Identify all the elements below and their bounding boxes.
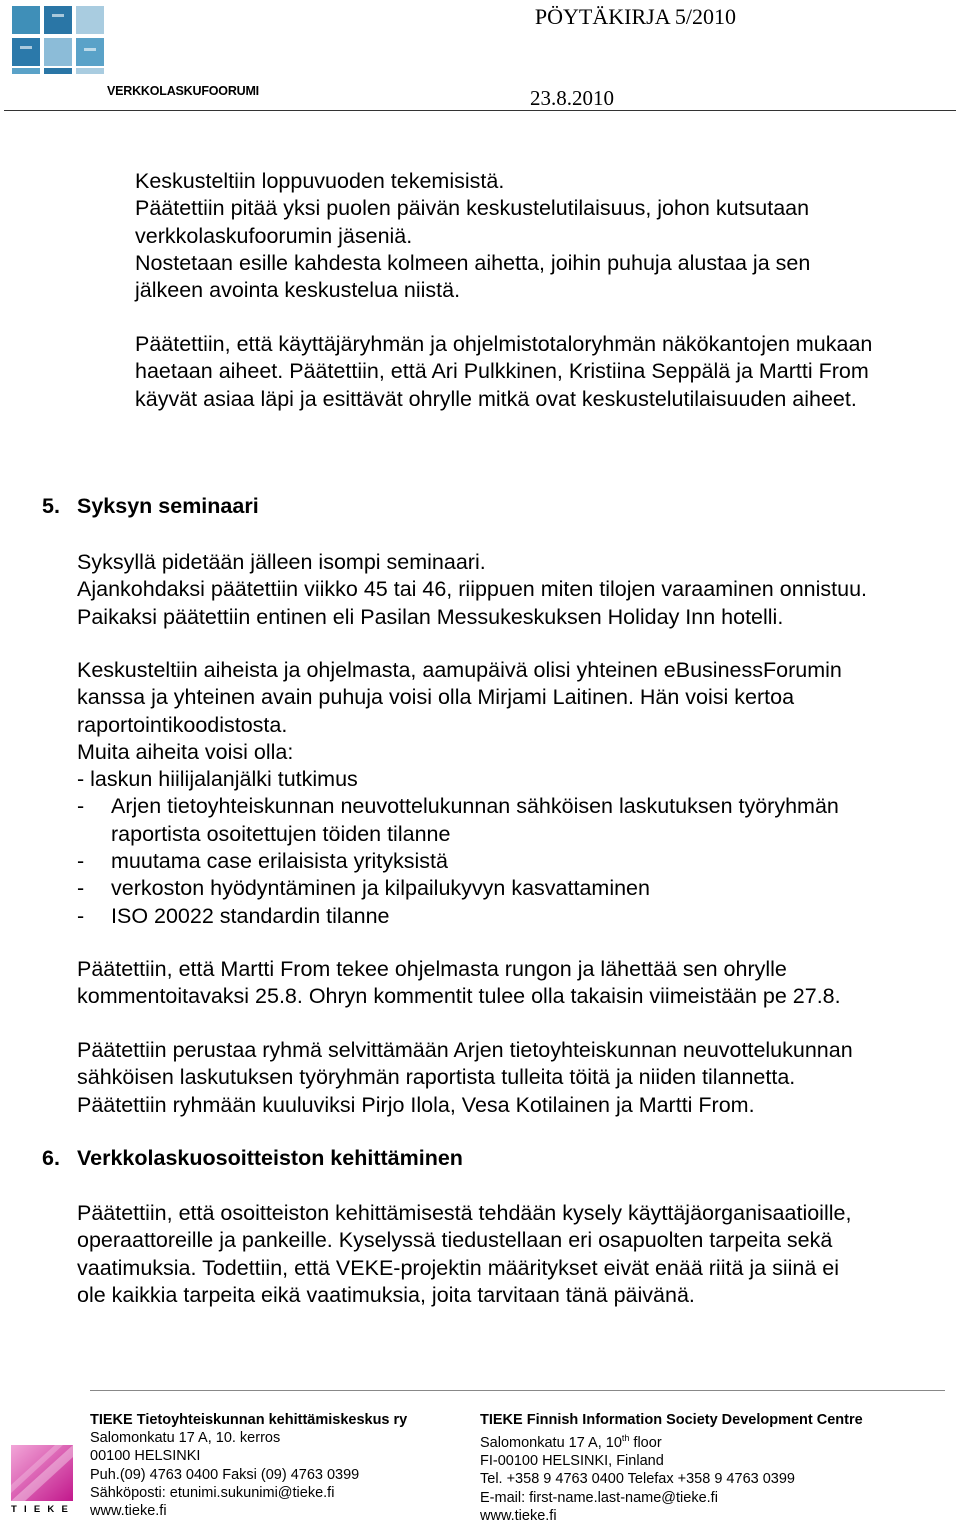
footer-line: Tel. +358 9 4763 0400 Telefax +358 9 4763 0399 xyxy=(480,1471,795,1488)
text-line: kanssa ja yhteinen avain puhuja voisi olla Mirjami Laitinen. Hän voisi kertoa xyxy=(77,685,795,710)
list-item-text: ISO 20022 standardin tilanne xyxy=(111,903,390,928)
footer-line: Puh.(09) 4763 0400 Faksi (09) 4763 0399 xyxy=(90,1466,360,1483)
text-line: haetaan aiheet. Päätettiin, että Ari Pulkkinen, Kristiina Seppälä ja Martti From xyxy=(135,359,869,384)
list-dash: - xyxy=(77,849,85,874)
list-dash: - xyxy=(77,876,85,901)
list-item-text: Arjen tietoyhteiskunnan neuvottelukunnan sähköisen laskutuksen työryhmän xyxy=(111,794,839,819)
text-line: Nostetaan esille kahdesta kolmeen aihetta, joihin puhuja alustaa ja sen xyxy=(135,250,811,275)
section-5-paragraph-1 xyxy=(77,549,867,631)
section-5-paragraph-2 xyxy=(77,657,842,930)
text-line: Ajankohdaksi päätettiin viikko 45 tai 46, riippuen miten tilojen varaaminen onnistuu. xyxy=(77,577,867,602)
text-line: Muita aiheita voisi olla: xyxy=(77,739,294,764)
footer-website-link[interactable]: www.tieke.fi xyxy=(480,1507,557,1524)
text-line: jälkeen avointa keskustelua niistä. xyxy=(135,278,461,303)
text-line: vaatimuksia. Todettiin, että VEKE-projektin määritykset eivät enää riitä ja siinä ei xyxy=(77,1255,840,1280)
text-line: Päätettiin ryhmään kuuluviksi Pirjo Ilola, Vesa Kotilainen ja Martti From. xyxy=(77,1092,755,1117)
intro-paragraph-2 xyxy=(135,331,872,413)
text-line: Päätettiin, että käyttäjäryhmän ja ohjelmistotaloryhmän näkökantojen mukaan xyxy=(135,332,873,356)
tieke-logo-icon xyxy=(11,1445,73,1501)
text-line: raportointikoodistosta. xyxy=(77,712,288,737)
list-item xyxy=(77,875,842,902)
footer-email[interactable]: E-mail: first-name.last-name@tieke.fi xyxy=(480,1489,718,1506)
tieke-logo-text: TIEKE xyxy=(11,1504,75,1515)
footer-address-line xyxy=(480,1429,863,1452)
footer-org-name: TIEKE Finnish Information Society Development Centre xyxy=(480,1412,863,1428)
text-line: sähköisen laskutuksen työryhmän raportista tulleita töitä ja niiden tilannetta. xyxy=(77,1065,796,1090)
text-line: käyvät asiaa läpi ja esittävät ohrylle mitkä ovat keskustelutilaisuuden aiheet. xyxy=(135,386,857,411)
footer-divider xyxy=(90,1390,945,1391)
text-line: Keskusteltiin loppuvuoden tekemisistä. xyxy=(135,169,505,193)
footer-line: FI-00100 HELSINKI, Finland xyxy=(480,1453,664,1470)
section-5-paragraph-3 xyxy=(77,956,841,1011)
text-line: Päätettiin perustaa ryhmä selvittämään Arjen tietoyhteiskunnan neuvottelukunnan xyxy=(77,1038,853,1062)
text-line: Paikaksi päätettiin entinen eli Pasilan Messukeskuksen Holiday Inn hotelli. xyxy=(77,604,784,629)
text-line: kommentoitavaksi 25.8. Ohryn kommentit tulee olla takaisin viimeistään pe 27.8. xyxy=(77,984,841,1009)
text-line: Päätettiin, että osoitteiston kehittämisestä tehdään kysely käyttäjäorganisaatioille, xyxy=(77,1201,852,1225)
footer-website-link[interactable]: www.tieke.fi xyxy=(90,1503,167,1520)
footer-address-text: Salomonkatu 17 A, 10 xyxy=(480,1435,622,1452)
footer-line: 00100 HELSINKI xyxy=(90,1448,201,1465)
footer-right-column xyxy=(480,1411,863,1525)
section-6-heading: Verkkolaskuosoitteiston kehittäminen xyxy=(77,1146,463,1170)
list-dash: - xyxy=(77,903,85,928)
section-6-number: 6. xyxy=(42,1146,60,1170)
section-5-heading: Syksyn seminaari xyxy=(77,494,259,518)
text-line: - laskun hiilijalanjälki tutkimus xyxy=(77,767,358,792)
document-title: PÖYTÄKIRJA 5/2010 xyxy=(534,4,736,29)
section-6-paragraph-1 xyxy=(77,1200,851,1309)
footer-left-column xyxy=(90,1411,407,1520)
text-line: Keskusteltiin aiheista ja ohjelmasta, aamupäivä olisi yhteinen eBusinessForumin xyxy=(77,658,842,682)
text-line: Päätettiin, että Martti From tekee ohjelmasta rungon ja lähettää sen ohrylle xyxy=(77,957,787,981)
list-item-text: muutama case erilaisista yrityksistä xyxy=(111,849,448,874)
text-line: operaattoreille ja pankeille. Kyselyssä tiedustellaan eri osapuolten tarpeita sekä xyxy=(77,1228,833,1253)
list-dash: - xyxy=(77,794,85,819)
list-item-text: verkoston hyödyntäminen ja kilpailukyvyn kasvattaminen xyxy=(111,876,650,901)
header-divider xyxy=(4,110,956,111)
logo-text: VERKKOLASKUFOORUMI xyxy=(107,84,259,98)
list-item xyxy=(77,848,842,875)
section-5-number: 5. xyxy=(42,494,60,518)
text-line: verkkolaskufoorumin jäseniä. xyxy=(135,223,413,248)
text-line: Syksyllä pidetään jälleen isompi seminaari. xyxy=(77,550,486,574)
intro-paragraph xyxy=(135,168,810,304)
footer-address-suffix: floor xyxy=(629,1435,662,1452)
list-item xyxy=(77,903,842,930)
footer-email[interactable]: Sähköposti: etunimi.sukunimi@tieke.fi xyxy=(90,1484,335,1501)
footer-org-name: TIEKE Tietoyhteiskunnan kehittämiskeskus ry xyxy=(90,1412,408,1428)
section-5-paragraph-4 xyxy=(77,1037,853,1119)
verkkolaskufoorumi-logo-icon xyxy=(12,6,106,74)
document-date: 23.8.2010 xyxy=(530,86,614,110)
list-item-continuation xyxy=(77,821,842,848)
footer-address-ordinal: th xyxy=(621,1433,630,1444)
text-line: ole kaikkia tarpeita eikä vaatimuksia, joita tarvitaan tänä päivänä. xyxy=(77,1282,695,1307)
footer-line: Salomonkatu 17 A, 10. kerros xyxy=(90,1430,281,1447)
text-line: Päätettiin pitää yksi puolen päivän keskustelutilaisuus, johon kutsutaan xyxy=(135,196,810,221)
list-item-text: raportista osoitettujen töiden tilanne xyxy=(111,821,451,846)
list-item xyxy=(77,793,842,820)
